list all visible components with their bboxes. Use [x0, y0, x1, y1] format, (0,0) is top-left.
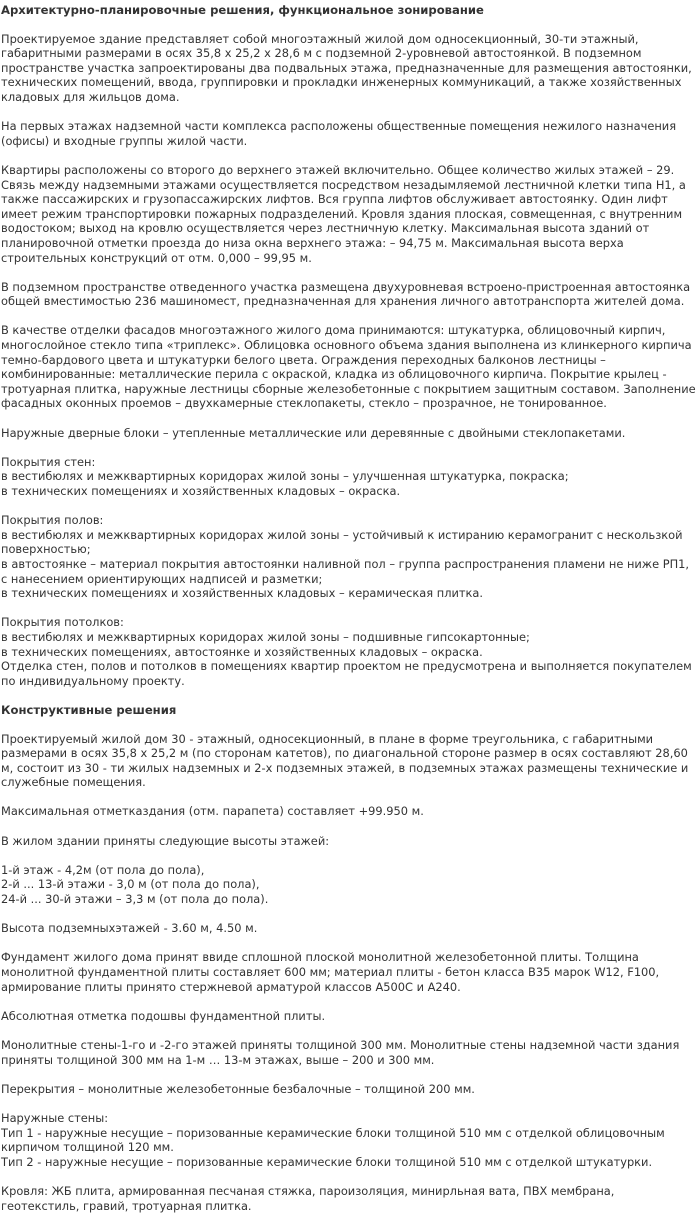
outer-walls-block	[1, 1111, 696, 1169]
outer-walls-item: Тип 2 - наружные несущие – поризованные керамические блоки толщиной 510 мм с отделкой штукатурки.	[1, 1154, 653, 1169]
paragraph-parking: В подземном пространстве отведенного участка размещена двухуровневая встроено-пристроенная автостоянка общей вместимостью 236 машиномест, предназначенная для хранения личного автотранспорта жителей дома.	[1, 279, 691, 309]
paragraph-door-blocks: Наружные дверные блоки – утепленные металлические или деревянные с двойными стеклопакетами.	[1, 425, 626, 440]
floor-heights-block	[1, 863, 696, 907]
section-title-architecture: Архитектурно-планировочные решения, функциональное зонирование	[1, 3, 484, 17]
floor-finishes-item: в автостоянке – материал покрытия автостоянки наливной пол – группа распространения пламени не ниже РП1, с нанесением ориентирующих надписей и разметки;	[1, 556, 690, 586]
wall-finishes-title: Покрытия стен:	[1, 454, 96, 469]
ceiling-finishes-item: в технических помещениях, автостоянке и хозяйственных кладовых – окраска.	[1, 644, 483, 659]
outer-walls-title: Наружные стены:	[1, 1110, 109, 1125]
floor-finishes-item: в вестибюлях и межквартирных коридорах жилой зоны – устойчивый к истиранию керамогранит с нескользкой поверхностью;	[1, 527, 683, 557]
paragraph-slabs: Перекрытия – монолитные железобетонные безбалочные – толщиной 200 мм.	[1, 1081, 475, 1096]
paragraph-max-elevation: Максимальная отметказдания (отм. парапета) составляет +99.950 м.	[1, 804, 424, 819]
floor-height-item: 24-й ... 30-й этажи – 3,3 м (от пола до пола).	[1, 892, 269, 907]
wall-finishes-item: в технических помещениях и хозяйственных кладовых – окраска.	[1, 484, 401, 498]
paragraph-roof: Кровля: ЖБ плита, армированная песчаная стяжка, пароизоляция, минирльная вата, ПВХ мембрана, геотекстиль, гравий, тротуарная плитка.	[1, 1183, 615, 1213]
ceiling-finishes-block	[1, 615, 696, 688]
paragraph-foundation: Фундамент жилого дома принят ввиде сплошной плоской монолитной железобетонной плиты. Толщина монолитной фундаментной плиты составляет 600 мм; материал плиты - бетон класса В35 марок W12, F100, армирование плиты принято стержневой арматурой классов А500С и А240.	[1, 950, 660, 994]
section-title-structural: Конструктивные решения	[1, 702, 177, 717]
ceiling-finishes-item: в вестибюлях и межквартирных коридорах жилой зоны – подшивные гипсокартонные;	[1, 629, 530, 644]
floor-height-item: 1-й этаж - 4,2м (от пола до пола),	[1, 862, 205, 877]
paragraph-structure-overview: Проектируемый жилой дом 30 - этажный, односекционный, в плане в форме треугольника, с габаритными размерами в осях 35,8 х 25,2 м (по сторонам катетов), по диагональной стороне размер в осях составляют 28,60 м, состоит из 30 - ти жилых надземных и 2-х подземных этажей, в подземных этажах размещены технические и служебные помещения.	[1, 731, 689, 790]
paragraph-apartments: Квартиры расположены со второго до верхнего этажей включительно. Общее количество жилых этажей – 29. Связь между надземными этажами осуществляется посредством незадымляемой лестничной клетки типа Н1, а также пассажирских и грузопассажирских лифтов. Вся группа лифтов обслуживает автостоянку. Один лифт имеет режим транспортировки пожарных подразделений. Кровля здания плоская, совмещенная, с внутренним водостоком; выход на кровлю осуществляется через лестничную клетку. Максимальная высота зданий от планировочной отметки проезда до низа окна верхнего этажа: – 94,75 м. Максимальная высота верха строительных конструкций от отм. 0,000 – 99,95 м.	[1, 162, 686, 265]
outer-walls-item: Тип 1 - наружные несущие – поризованные керамические блоки толщиной 510 мм с отделкой облицовочным кирпичом толщиной 120 мм.	[1, 1125, 665, 1155]
floor-finishes-block	[1, 513, 696, 601]
paragraph-building-overview: Проектируемое здание представляет собой многоэтажный жилой дом односекционный, 30-ти этажный, габаритными размерами в осях 35,8 х 25,2 х 28,6 м с подземной 2-уровневой автостоянкой. В подземном пространстве участка запроектированы два подвальных этажа, предназначенные для размещения автостоянки, технических помещений, ввода, группировки и прокладки инженерных коммуникаций, а также хозяйственных кладовых для жильцов дома.	[1, 31, 692, 104]
paragraph-monolithic-walls: Монолитные стены-1-го и -2-го этажей приняты толщиной 300 мм. Монолитные стены надземной части здания приняты толщиной 300 мм на 1-м … 13-м этажах, выше – 200 и 300 мм.	[1, 1037, 680, 1067]
paragraph-foundation-elevation: Абсолютная отметка подошвы фундаментной плиты.	[1, 1008, 326, 1023]
floor-finishes-title: Покрытия полов:	[1, 513, 104, 528]
paragraph-floor-heights-intro: В жилом здании приняты следующие высоты этажей:	[1, 833, 330, 848]
paragraph-facade-finish: В качестве отделки фасадов многоэтажного жилого дома принимаются: штукатурка, облицовочный кирпич, многослойное стекло типа «триплекс». Облицовка основного объема здания выполнена из клинкерного кирпича темно-бардового цвета и штукатурки белого цвета. Ограждения переходных балконов лестницы – комбинированные: металлические перила с окраской, кладка из облицовочного кирпича. Покрытие крылец - тротуарная плитка, наружные лестницы сборные железобетонные с покрытием защитным составом. Заполнение фасадных оконных проемов – двухкамерные стеклопакеты, стекло – прозрачное, не тонированное.	[1, 323, 696, 411]
paragraph-ground-floors: На первых этажах надземной части комплекса расположены общественные помещения нежилого назначения (офисы) и входные группы жилой части.	[1, 119, 677, 148]
ceiling-finishes-title: Покрытия потолков:	[1, 615, 124, 630]
apartment-finish-note: Отделка стен, полов и потолков в помещениях квартир проектом не предусмотрена и выполняется покупателем по индивидуальному проекту.	[1, 659, 692, 688]
floor-finishes-item: в технических помещениях и хозяйственных кладовых – керамическая плитка.	[1, 586, 483, 601]
wall-finishes-item: в вестибюлях и межквартирных коридорах жилой зоны – улучшенная штукатурка, покраска;	[1, 469, 569, 484]
paragraph-underground-heights: Высота подземныхэтажей - 3.60 м, 4.50 м.	[1, 921, 258, 936]
floor-height-item: 2-й ... 13-й этажи - 3,0 м (от пола до пола),	[1, 877, 260, 892]
wall-finishes-block	[1, 455, 696, 499]
